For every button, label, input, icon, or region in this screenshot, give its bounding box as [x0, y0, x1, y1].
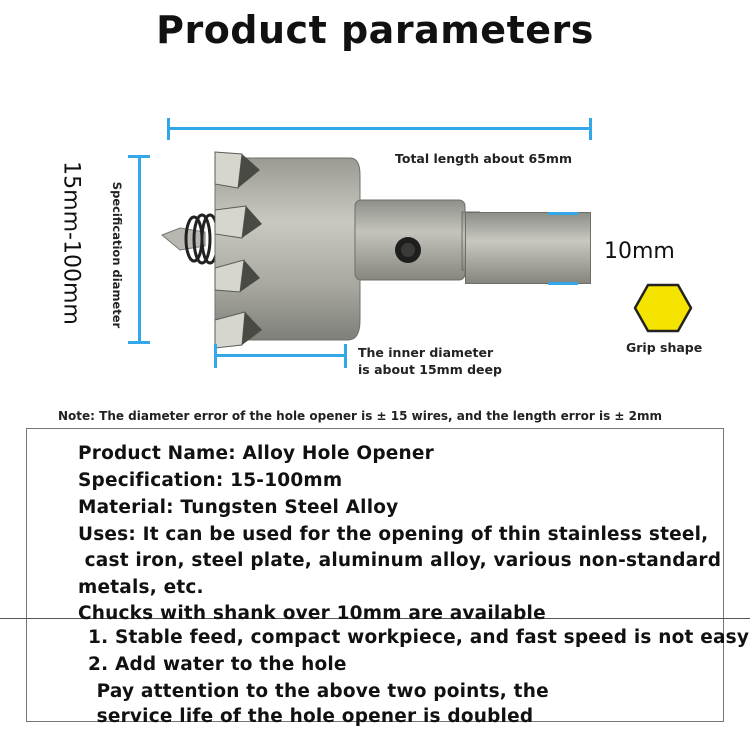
- hex-shank: [465, 212, 591, 284]
- grip-shape-label: Grip shape: [626, 340, 703, 355]
- grip-shape-icon: [632, 282, 694, 334]
- detail-line-7: Chucks with shank over 10mm are available: [78, 603, 546, 624]
- inner-diameter-label-1: The inner diameter: [358, 345, 494, 360]
- detail-line-1: Product Name: Alloy Hole Opener: [78, 443, 434, 464]
- total-length-label: Total length about 65mm: [395, 151, 572, 166]
- tip-line-4: service life of the hole opener is doubled: [90, 706, 534, 727]
- detail-line-5: cast iron, steel plate, aluminum alloy, various non-standard: [78, 550, 722, 571]
- tip-line-2: 2. Add water to the hole: [88, 654, 347, 675]
- shank-size-label: 10mm: [604, 239, 675, 264]
- tip-line-1: 1. Stable feed, compact workpiece, and fast speed is not easy: [88, 627, 750, 648]
- tip-line-3: Pay attention to the above two points, the: [90, 681, 549, 702]
- detail-line-4: Uses: It can be used for the opening of thin stainless steel,: [78, 524, 709, 545]
- detail-line-6: metals, etc.: [78, 577, 204, 598]
- inner-diameter-label-2: is about 15mm deep: [358, 362, 502, 377]
- detail-line-2: Specification: 15-100mm: [78, 470, 343, 491]
- page-title: Product parameters: [156, 8, 594, 52]
- error-note: Note: The diameter error of the hole opener is ± 15 wires, and the length error is ± 2mm: [58, 409, 662, 423]
- hole-opener-image: [150, 140, 480, 370]
- detail-line-3: Material: Tungsten Steel Alloy: [78, 497, 399, 518]
